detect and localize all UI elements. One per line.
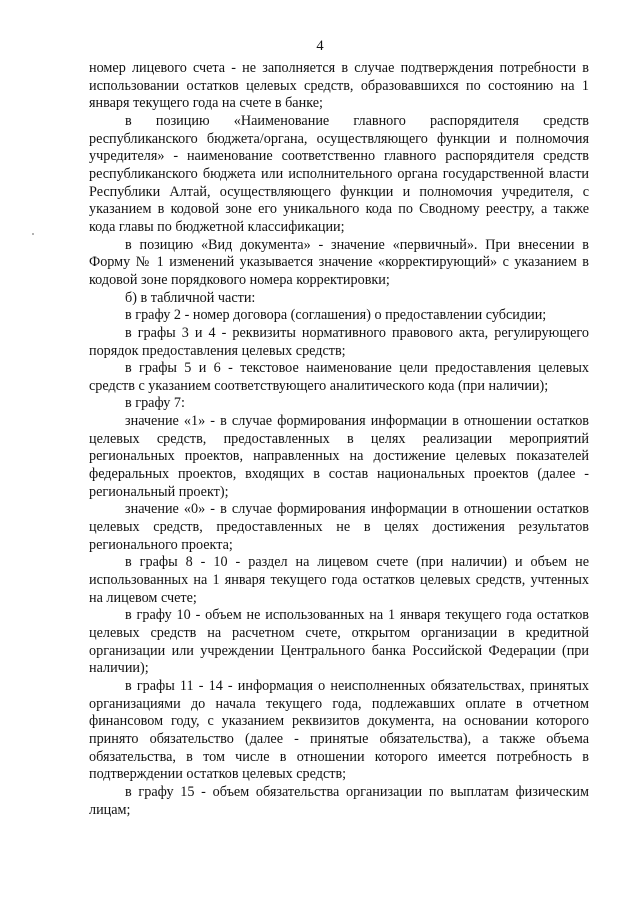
document-body <box>89 60 589 819</box>
paragraph-value-1: значение «1» - в случае формирования информации в отношении остатков целевых средств, предоставленных в целях реализации мероприятий региональных проектов, направленных на достижение целевых показателей федеральных проектов, входящих в состав национальных проектов (далее - региональный проект); <box>89 413 589 500</box>
paragraph-column-7: в графу 7: <box>125 395 185 412</box>
paragraph-columns-8-10: в графы 8 - 10 - раздел на лицевом счете (при наличии) и объем не использованных на 1 января текущего года остатков целевых средств, учтенных на лицевом счете; <box>89 554 589 606</box>
paragraph-account-number: номер лицевого счета - не заполняется в случае подтверждения потребности в использовании остатков целевых средств, образовавшихся по состоянию на 1 января текущего года на счете в банке; <box>89 60 589 112</box>
paragraph-column-2: в графу 2 - номер договора (соглашения) о предоставлении субсидии; <box>125 307 547 324</box>
paragraph-columns-3-4: в графы 3 и 4 - реквизиты нормативного правового акта, регулирующего порядок предоставления целевых средств; <box>89 324 589 359</box>
paragraph-columns-11-14: в графы 11 - 14 - информация о неисполненных обязательствах, принятых организациями до начала текущего года, подлежавших оплате в отчетном финансовом году, с указанием реквизитов документа, на основании которого принято обязательство (далее - принятые обязательства), а также объема обязательства, в том числе в отношении которого имеется потребность в подтверждении остатков целевых средств; <box>89 677 589 783</box>
paragraph-document-type: в позицию «Вид документа» - значение «первичный». При внесении в Форму № 1 изменений указывается значение «корректирующий» с указанием в кодовой зоне порядкового номера корректировки; <box>89 236 589 288</box>
paragraph-main-manager: в позицию «Наименование главного распорядителя средств республиканского бюджета/органа, осуществляющего функции и полномочия учредителя» - наименование соответственно главного распорядителя средств республиканского бюджета или исполнительного органа государственной власти Республики Алтай, осуществляющего функции и полномочия учредителя, с указанием в кодовой зоне его уникального кода по Сводному реестру, а также кода главы по бюджетной классификации; <box>89 112 589 235</box>
page-number: 4 <box>316 38 324 54</box>
paragraph-table-part: б) в табличной части: <box>125 289 256 306</box>
scan-speck <box>32 233 34 235</box>
paragraph-columns-5-6: в графы 5 и 6 - текстовое наименование цели предоставления целевых средств с указанием соответствующего аналитического кода (при наличии); <box>89 360 589 394</box>
paragraph-column-15: в графу 15 - объем обязательства организации по выплатам физическим лицам; <box>89 783 589 818</box>
paragraph-value-0: значение «0» - в случае формирования информации в отношении остатков целевых средств, предоставленных не в целях достижения результатов регионального проекта; <box>89 501 589 553</box>
paragraph-column-10: в графу 10 - объем не использованных на 1 января текущего года остатков целевых средств на расчетном счете, открытом организации в кредитной организации или учреждении Центрального банка Российской Федерации (при наличии); <box>89 607 589 677</box>
